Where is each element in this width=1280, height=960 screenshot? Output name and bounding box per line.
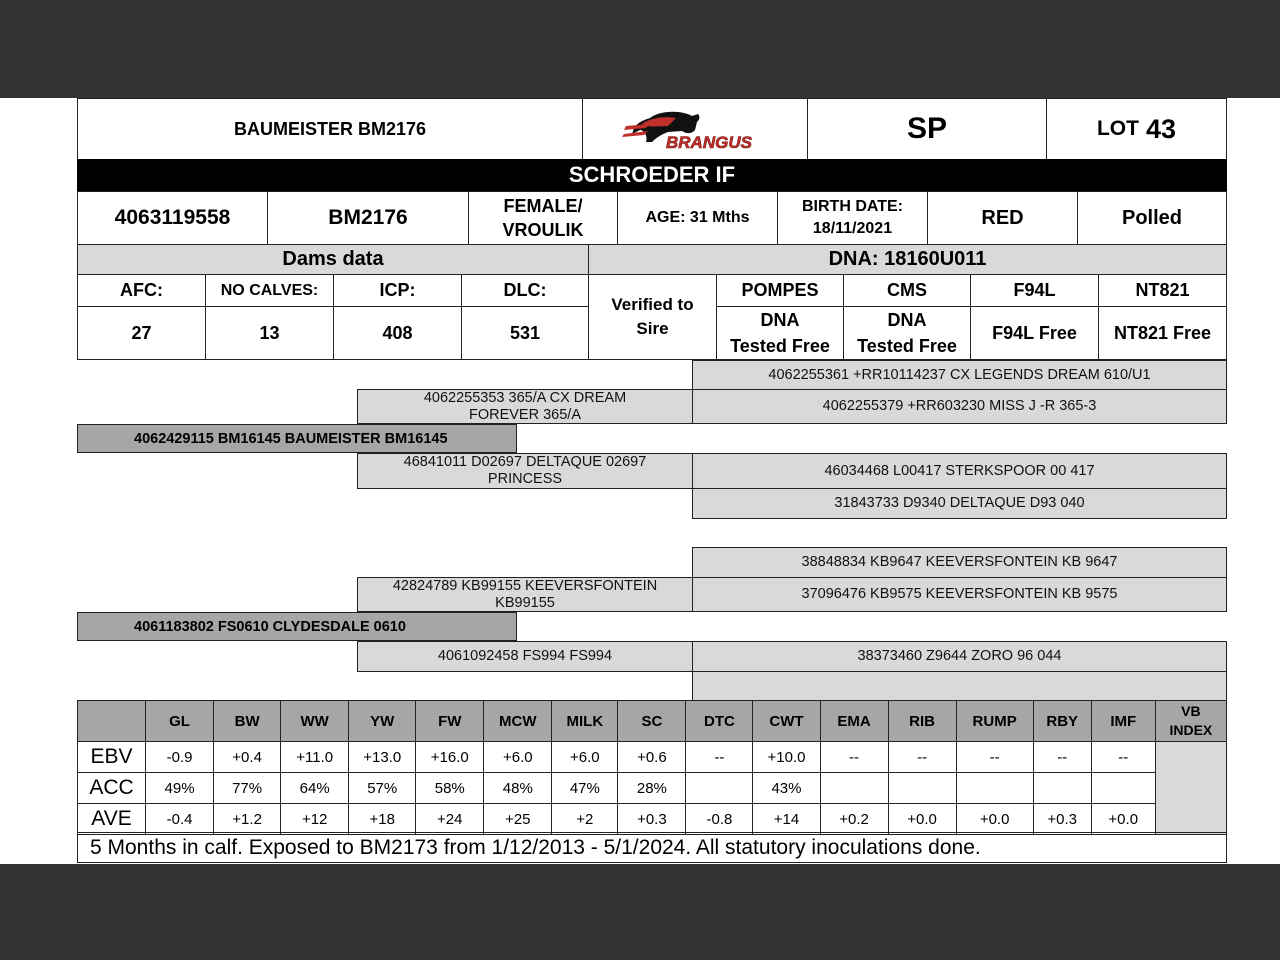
dna-title: DNA: 18160U011 (588, 244, 1227, 275)
icp-label: ICP: (333, 274, 462, 307)
acc-yw: 57% (349, 773, 416, 804)
acc-gl: 49% (146, 773, 214, 804)
lot-sheet (0, 98, 1280, 864)
ave-cwt: +14 (753, 804, 820, 835)
icp-value: 408 (333, 306, 462, 360)
ebv-header-ww: WW (281, 701, 349, 742)
ebv-ema: -- (820, 742, 888, 773)
verified-to-sire: Verified to Sire (588, 274, 717, 360)
acc-row-label: ACC (78, 773, 146, 804)
ebv-sc: +0.6 (618, 742, 686, 773)
ebv-mcw: +6.0 (484, 742, 552, 773)
ave-yw: +18 (349, 804, 416, 835)
nt821-result: NT821 Free (1098, 306, 1227, 360)
animal-name: BAUMEISTER BM2176 (77, 98, 583, 160)
ebv-imf: -- (1091, 742, 1155, 773)
acc-rib (888, 773, 956, 804)
ave-rib: +0.0 (888, 804, 956, 835)
ave-fw: +24 (416, 804, 484, 835)
f94l-result: F94L Free (970, 306, 1099, 360)
ebv-bw: +0.4 (214, 742, 281, 773)
animal-horn: Polled (1077, 191, 1227, 245)
nt821-label: NT821 (1098, 274, 1227, 307)
ebv-header-vb-index: VB INDEX (1155, 701, 1226, 742)
ebv-header-sc: SC (618, 701, 686, 742)
f94l-label: F94L (970, 274, 1099, 307)
ebv-header-rib: RIB (888, 701, 956, 742)
ebv-table (77, 700, 1227, 835)
no-calves-label: NO CALVES: (205, 274, 334, 307)
ave-ww: +12 (281, 804, 349, 835)
ebv-dtc: -- (686, 742, 753, 773)
pedigree-sire-dam-dam: 31843733 D9340 DELTAQUE D93 040 (692, 488, 1227, 519)
animal-id: 4063119558 (77, 191, 268, 245)
animal-code: BM2176 (267, 191, 469, 245)
animal-colour: RED (927, 191, 1078, 245)
ebv-milk: +6.0 (552, 742, 618, 773)
remarks: 5 Months in calf. Exposed to BM2173 from 1/12/2013 - 5/1/2024. All statutory inoculations done. (77, 832, 1227, 863)
dlc-label: DLC: (461, 274, 589, 307)
ave-gl: -0.4 (146, 804, 214, 835)
bull-logo-icon (620, 104, 770, 154)
birth-date: BIRTH DATE: 18/11/2021 (777, 191, 928, 245)
ebv-header-gl: GL (146, 701, 214, 742)
ebv-ww: +11.0 (281, 742, 349, 773)
ebv-rby: -- (1033, 742, 1091, 773)
ebv-cwt: +10.0 (753, 742, 820, 773)
ebv-header-imf: IMF (1091, 701, 1155, 742)
acc-milk: 47% (552, 773, 618, 804)
lot-label: LOT (1096, 117, 1139, 140)
acc-sc: 28% (618, 773, 686, 804)
pedigree-sire-dam: 46841011 D02697 DELTAQUE 02697 PRINCESS (357, 453, 693, 489)
pedigree-sire: 4062429115 BM16145 BAUMEISTER BM16145 (77, 424, 517, 453)
pompes-label: POMPES (716, 274, 844, 307)
ebv-header-row (78, 701, 1227, 742)
cms-result: DNA Tested Free (843, 306, 971, 360)
pompes-result: DNA Tested Free (716, 306, 844, 360)
ebv-header-yw: YW (349, 701, 416, 742)
pedigree-sire-sire-sire: 4062255361 +RR10114237 CX LEGENDS DREAM 610/U1 (692, 360, 1227, 390)
pedigree-sire-dam-sire: 46034468 L00417 STERKSPOOR 00 417 (692, 453, 1227, 489)
pedigree-dam-sire: 42824789 KB99155 KEEVERSFONTEIN KB99155 (357, 577, 693, 612)
ebv-header-cwt: CWT (753, 701, 820, 742)
ebv-header-rump: RUMP (956, 701, 1033, 742)
pedigree-dam: 4061183802 FS0610 CLYDESDALE 0610 (77, 612, 517, 641)
lot-number: 43 (1145, 113, 1177, 144)
acc-rump (956, 773, 1033, 804)
dlc-value: 531 (461, 306, 589, 360)
animal-age: AGE: 31 Mths (617, 191, 778, 245)
ebv-header-blank (78, 701, 146, 742)
ebv-row (78, 742, 1227, 773)
afc-label: AFC: (77, 274, 206, 307)
lot-box (1046, 98, 1227, 160)
no-calves-value: 13 (205, 306, 334, 360)
acc-cwt: 43% (753, 773, 820, 804)
ave-imf: +0.0 (1091, 804, 1155, 835)
ave-ema: +0.2 (820, 804, 888, 835)
pedigree-dam-sire-sire: 38848834 KB9647 KEEVERSFONTEIN KB 9647 (692, 547, 1227, 578)
pedigree-dam-dam: 4061092458 FS994 FS994 (357, 641, 693, 672)
ebv-header-fw: FW (416, 701, 484, 742)
acc-dtc (686, 773, 753, 804)
pedigree-dam-sire-dam: 37096476 KB9575 KEEVERSFONTEIN KB 9575 (692, 577, 1227, 612)
acc-imf (1091, 773, 1155, 804)
ebv-fw: +16.0 (416, 742, 484, 773)
acc-row (78, 773, 1227, 804)
svg-text:BRANGUS: BRANGUS (666, 133, 752, 152)
pedigree-sire-sire-dam: 4062255379 +RR603230 MISS J -R 365-3 (692, 389, 1227, 424)
ebv-header-rby: RBY (1033, 701, 1091, 742)
ave-milk: +2 (552, 804, 618, 835)
ebv-rib: -- (888, 742, 956, 773)
grade: SP (807, 98, 1047, 160)
ebv-gl: -0.9 (146, 742, 214, 773)
brangus-logo (582, 98, 808, 160)
ave-mcw: +25 (484, 804, 552, 835)
ebv-header-bw: BW (214, 701, 281, 742)
acc-bw: 77% (214, 773, 281, 804)
ebv-rump: -- (956, 742, 1033, 773)
ave-rby: +0.3 (1033, 804, 1091, 835)
ebv-row-label: EBV (78, 742, 146, 773)
acc-mcw: 48% (484, 773, 552, 804)
pedigree-dam-dam-dam (692, 671, 1227, 701)
cms-label: CMS (843, 274, 971, 307)
acc-rby (1033, 773, 1091, 804)
pedigree-sire-sire: 4062255353 365/A CX DREAM FOREVER 365/A (357, 389, 693, 424)
ave-bw: +1.2 (214, 804, 281, 835)
ave-row (78, 804, 1227, 835)
ebv-yw: +13.0 (349, 742, 416, 773)
animal-sex: FEMALE/ VROULIK (468, 191, 618, 245)
acc-fw: 58% (416, 773, 484, 804)
pedigree-dam-dam-sire: 38373460 Z9644 ZORO 96 044 (692, 641, 1227, 672)
afc-value: 27 (77, 306, 206, 360)
ebv-header-dtc: DTC (686, 701, 753, 742)
ave-dtc: -0.8 (686, 804, 753, 835)
ebv-header-ema: EMA (820, 701, 888, 742)
ebv-header-milk: MILK (552, 701, 618, 742)
dams-data-title: Dams data (77, 244, 589, 275)
breeder-bar: SCHROEDER IF (77, 159, 1227, 191)
ave-sc: +0.3 (618, 804, 686, 835)
ave-row-label: AVE (78, 804, 146, 835)
acc-ww: 64% (281, 773, 349, 804)
vb-index-value (1155, 742, 1226, 835)
acc-ema (820, 773, 888, 804)
ebv-header-mcw: MCW (484, 701, 552, 742)
ave-rump: +0.0 (956, 804, 1033, 835)
